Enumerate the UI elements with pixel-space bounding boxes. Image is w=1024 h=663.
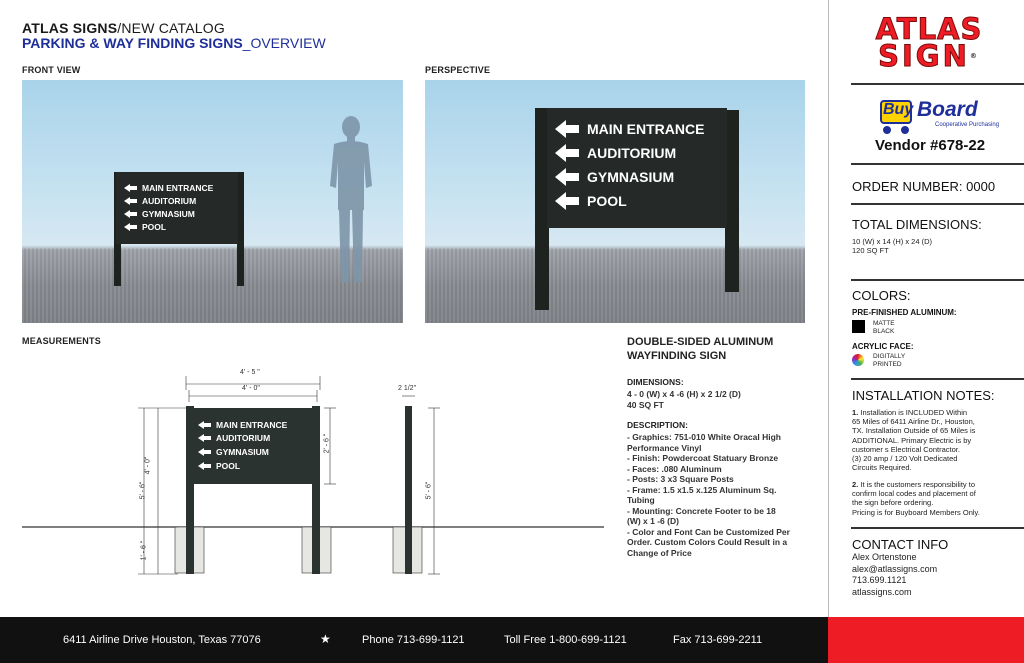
- front-view-label: FRONT VIEW: [22, 65, 81, 75]
- color-wheel-icon: [852, 354, 864, 366]
- description-line: - Posts: 3 x3 Square Posts: [627, 474, 734, 484]
- contact-name: Alex Ortenstone: [852, 552, 917, 562]
- brand-name: ATLAS SIGNS: [22, 20, 118, 36]
- dim-side-height: 5' - 6": [425, 481, 433, 500]
- sign-row: GYMNASIUM: [555, 168, 674, 186]
- colors-heading: COLORS:: [852, 288, 911, 303]
- left-arrow-icon: [198, 448, 211, 457]
- contact-email-link[interactable]: alex@atlassigns.com: [852, 563, 938, 574]
- sign-row: AUDITORIUM: [555, 144, 676, 162]
- catalog-title: ATLAS SIGNS/NEW CATALOG: [22, 20, 225, 36]
- installation-note-2: 2. It is the customers responsibility to confirm local codes and placement of the sign before ordering. Pricing is for Buyboard Members Only.: [852, 480, 980, 517]
- matte-black-swatch: [852, 320, 865, 333]
- sign-row: MAIN ENTRANCE: [198, 420, 287, 430]
- catalog-subtitle: PARKING & WAY FINDING SIGNS_OVERVIEW: [22, 35, 326, 51]
- dim-post-right: 2' - 6 ": [323, 433, 331, 454]
- dimensions-heading: DIMENSIONS:: [627, 377, 684, 387]
- left-arrow-icon: [198, 462, 211, 471]
- vendor-number: Vendor #678-22: [875, 137, 986, 154]
- sidebar: [828, 0, 1024, 663]
- atlas-sign-logo: ATLAS SIGN®: [875, 12, 983, 73]
- footer-fax: Fax 713-699-2211: [673, 634, 763, 646]
- contact-heading: CONTACT INFO: [852, 537, 949, 552]
- description-line: (W) x 1 -6 (D): [627, 516, 679, 526]
- sign-row: GYMNASIUM: [198, 447, 269, 457]
- description-line: Performance Vinyl: [627, 442, 702, 453]
- sign-row: GYMNASIUM: [124, 209, 195, 219]
- left-arrow-icon: [198, 421, 211, 430]
- product-info: [627, 335, 807, 558]
- description-line: - Faces: .080 Aluminum: [627, 463, 722, 474]
- star-icon: ★: [320, 632, 331, 646]
- dimensions-line: 40 SQ FT: [627, 399, 664, 410]
- description-line: Tubing: [627, 495, 655, 505]
- sign-row: MAIN ENTRANCE: [124, 183, 213, 193]
- sign-row: POOL: [555, 192, 627, 210]
- acrylic-label: ACRYLIC FACE:: [852, 342, 914, 351]
- description-line: - Graphics: 751-010 White Oracal High: [627, 432, 781, 442]
- aluminum-value: MATTE BLACK: [873, 320, 895, 335]
- dim-panel-width: 4' - 0": [242, 385, 260, 392]
- description-line: - Finish: Powdercoat Statuary Bronze: [627, 453, 779, 463]
- description-line: - Mounting: Concrete Footer to be 18: [627, 505, 776, 516]
- dim-bottom-height: 1' - 6 ": [140, 540, 148, 561]
- installation-heading: INSTALLATION NOTES:: [852, 388, 995, 403]
- buyboard-logo: Buy Board Cooperative Purchasing: [877, 95, 1007, 135]
- left-arrow-icon: [198, 434, 211, 443]
- order-number: ORDER NUMBER: 0000: [852, 179, 996, 194]
- description-line: Change of Price: [627, 547, 692, 558]
- footer-address: 6411 Airline Drive Houston, Texas 77076: [63, 634, 261, 646]
- total-dimensions-heading: TOTAL DIMENSIONS:: [852, 217, 982, 232]
- footer-phone: Phone 713-699-1121: [362, 634, 465, 646]
- dim-total-height: 5' - 6": [139, 481, 147, 500]
- acrylic-value: DIGITALLY PRINTED: [873, 353, 906, 368]
- footer-bar: [0, 617, 828, 663]
- brand-color-block: [828, 617, 1024, 663]
- perspective-label: PERSPECTIVE: [425, 65, 491, 75]
- measurements-label: MEASUREMENTS: [22, 336, 101, 346]
- dim-side-depth: 2 1/2": [398, 385, 417, 392]
- description-heading: DESCRIPTION:: [627, 420, 688, 430]
- contact-phone: 713.699.1121: [852, 575, 907, 585]
- aluminum-label: PRE-FINISHED ALUMINUM:: [852, 308, 957, 317]
- sign-row: POOL: [124, 222, 166, 232]
- sign-row: MAIN ENTRANCE: [555, 120, 704, 138]
- contact-info: [852, 552, 937, 598]
- dim-overall-width: 4' - 5 ": [240, 369, 260, 376]
- description-line: Order. Custom Colors Could Result in a: [627, 537, 788, 547]
- description-line: - Color and Font Can be Customized Per: [627, 526, 790, 537]
- description-line: - Frame: 1.5 x1.5 x.125 Aluminum Sq.: [627, 484, 777, 495]
- product-title: DOUBLE-SIDED ALUMINUM WAYFINDING SIGN: [627, 336, 774, 362]
- sign-row: AUDITORIUM: [198, 433, 270, 443]
- dim-panel-height: 4' - 0": [144, 456, 152, 475]
- dimensions-line: 4 - 0 (W) x 4 -6 (H) x 2 1/2 (D): [627, 389, 741, 399]
- contact-website-link[interactable]: atlassigns.com: [852, 586, 912, 597]
- sign-row: AUDITORIUM: [124, 196, 196, 206]
- footer-tollfree: Toll Free 1-800-699-1121: [504, 634, 627, 646]
- installation-note-1: 1. Installation is INCLUDED Within 65 Miles of 6411 Airline Dr., Houston, TX. Installation Outside of 65 Miles is ADDITIONAL. Primary Electric is by customer s Electrical Contractor. (3) 20 amp / 120 Volt Dedicated Circuits Required.: [852, 408, 976, 473]
- sign-row: POOL: [198, 461, 240, 471]
- total-dimensions-line: 120 SQ FT: [852, 246, 889, 255]
- sign-panel-drawing: [189, 408, 317, 484]
- total-dimensions-line: 10 (W) x 14 (H) x 24 (D): [852, 237, 933, 246]
